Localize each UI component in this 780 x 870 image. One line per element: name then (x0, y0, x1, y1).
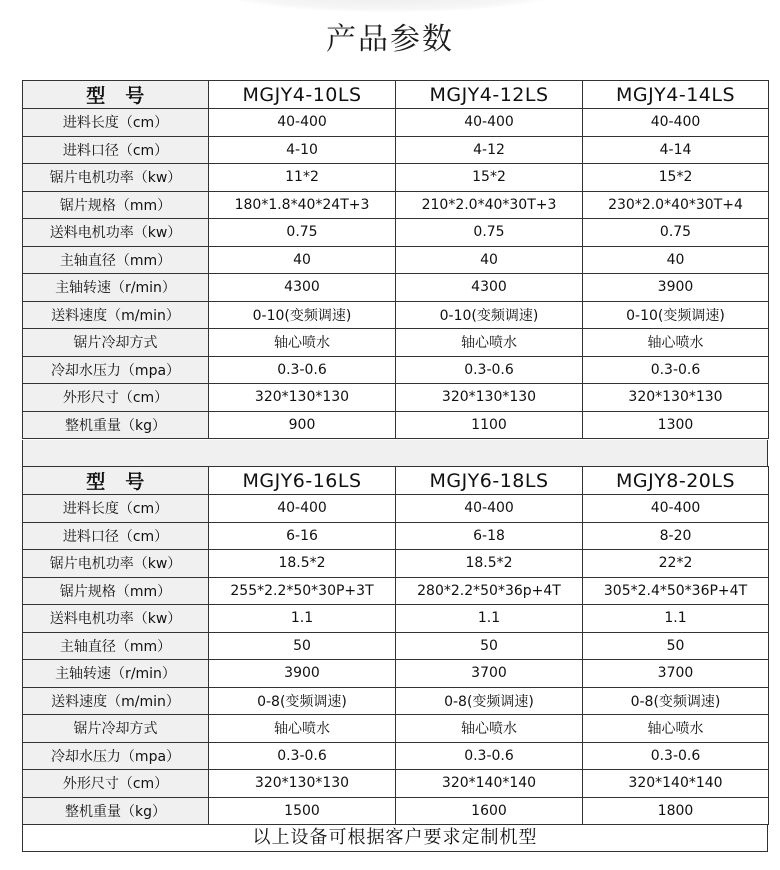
spec-table-2 (22, 466, 769, 825)
param-value: 轴心喷水 (396, 715, 583, 743)
model-name: MGJY4-14LS (583, 81, 769, 109)
param-value: 4300 (396, 274, 583, 302)
param-label: 送料速度（m/min） (23, 301, 209, 329)
param-label: 送料电机功率（kw） (23, 219, 209, 247)
param-value: 4-10 (209, 136, 396, 164)
param-label: 送料电机功率（kw） (23, 605, 209, 633)
param-value: 18.5*2 (209, 550, 396, 578)
table-row (23, 660, 769, 688)
param-label: 锯片规格（mm） (23, 191, 209, 219)
table-row (23, 219, 769, 247)
param-value: 11*2 (209, 164, 396, 192)
param-value: 18.5*2 (396, 550, 583, 578)
param-value: 255*2.2*50*30P+3T (209, 577, 396, 605)
param-value: 4-14 (583, 136, 769, 164)
param-value: 轴心喷水 (209, 715, 396, 743)
table-row (23, 164, 769, 192)
param-value: 1.1 (209, 605, 396, 633)
param-value: 900 (209, 411, 396, 439)
param-value: 1300 (583, 411, 769, 439)
param-value: 210*2.0*40*30T+3 (396, 191, 583, 219)
param-label: 锯片电机功率（kw） (23, 550, 209, 578)
param-label: 冷却水压力（mpa） (23, 356, 209, 384)
param-value: 0-10(变频调速) (396, 301, 583, 329)
param-label: 进料口径（cm） (23, 136, 209, 164)
top-decoration (220, 0, 560, 12)
param-label: 外形尺寸（cm） (23, 770, 209, 798)
table-separator (22, 440, 768, 466)
param-value: 3700 (396, 660, 583, 688)
param-value: 40-400 (209, 109, 396, 137)
param-label: 进料长度（cm） (23, 495, 209, 523)
param-label: 整机重量（kg） (23, 797, 209, 825)
param-value: 0-8(变频调速) (396, 687, 583, 715)
spec-table-1 (22, 80, 769, 439)
model-name: MGJY6-18LS (396, 467, 583, 495)
param-value: 320*130*130 (583, 384, 769, 412)
param-value: 50 (396, 632, 583, 660)
param-value: 40 (209, 246, 396, 274)
param-value: 3900 (209, 660, 396, 688)
param-value: 4300 (209, 274, 396, 302)
table-row (23, 605, 769, 633)
param-value: 0.75 (209, 219, 396, 247)
param-value: 1.1 (583, 605, 769, 633)
param-value: 3700 (583, 660, 769, 688)
table-row (23, 715, 769, 743)
param-value: 320*140*140 (396, 770, 583, 798)
param-value: 0-10(变频调速) (583, 301, 769, 329)
param-value: 1800 (583, 797, 769, 825)
model-header-label: 型 号 (23, 81, 209, 109)
param-label: 主轴直径（mm） (23, 632, 209, 660)
param-value: 轴心喷水 (583, 329, 769, 357)
table-row (23, 136, 769, 164)
param-label: 锯片电机功率（kw） (23, 164, 209, 192)
param-value: 320*130*130 (396, 384, 583, 412)
param-value: 40-400 (583, 495, 769, 523)
param-value: 轴心喷水 (209, 329, 396, 357)
table-row (23, 246, 769, 274)
param-value: 0-10(变频调速) (209, 301, 396, 329)
param-value: 1100 (396, 411, 583, 439)
param-label: 主轴转速（r/min） (23, 274, 209, 302)
table-row (23, 109, 769, 137)
param-label: 主轴直径（mm） (23, 246, 209, 274)
param-value: 1500 (209, 797, 396, 825)
param-value: 180*1.8*40*24T+3 (209, 191, 396, 219)
page-title: 产品参数 (326, 22, 454, 57)
param-value: 0.75 (396, 219, 583, 247)
param-value: 15*2 (396, 164, 583, 192)
table-row (23, 577, 769, 605)
param-value: 8-20 (583, 522, 769, 550)
param-value: 轴心喷水 (396, 329, 583, 357)
param-value: 15*2 (583, 164, 769, 192)
param-label: 送料速度（m/min） (23, 687, 209, 715)
param-value: 4-12 (396, 136, 583, 164)
param-label: 进料口径（cm） (23, 522, 209, 550)
param-value: 50 (583, 632, 769, 660)
param-value: 320*140*140 (583, 770, 769, 798)
param-value: 320*130*130 (209, 770, 396, 798)
param-value: 0.3-0.6 (396, 356, 583, 384)
param-value: 0.3-0.6 (396, 742, 583, 770)
table-row (23, 522, 769, 550)
param-value: 0.3-0.6 (209, 742, 396, 770)
table-row (23, 742, 769, 770)
table-row (23, 632, 769, 660)
table-row (23, 384, 769, 412)
param-value: 0.75 (583, 219, 769, 247)
param-value: 40-400 (396, 109, 583, 137)
param-value: 40-400 (583, 109, 769, 137)
param-label: 进料长度（cm） (23, 109, 209, 137)
param-value: 1600 (396, 797, 583, 825)
param-value: 22*2 (583, 550, 769, 578)
param-value: 40-400 (209, 495, 396, 523)
param-label: 外形尺寸（cm） (23, 384, 209, 412)
param-value: 6-16 (209, 522, 396, 550)
table-header-row (23, 467, 769, 495)
table-header-row (23, 81, 769, 109)
param-label: 主轴转速（r/min） (23, 660, 209, 688)
table-row (23, 770, 769, 798)
model-name: MGJY4-10LS (209, 81, 396, 109)
table-row (23, 301, 769, 329)
model-name: MGJY6-16LS (209, 467, 396, 495)
table-row (23, 356, 769, 384)
param-label: 锯片冷却方式 (23, 329, 209, 357)
table-row (23, 495, 769, 523)
param-value: 6-18 (396, 522, 583, 550)
param-value: 0-8(变频调速) (583, 687, 769, 715)
model-name: MGJY4-12LS (396, 81, 583, 109)
param-value: 0-8(变频调速) (209, 687, 396, 715)
table-row (23, 191, 769, 219)
table-row (23, 411, 769, 439)
param-value: 轴心喷水 (583, 715, 769, 743)
param-value: 0.3-0.6 (583, 742, 769, 770)
model-header-label: 型 号 (23, 467, 209, 495)
param-value: 0.3-0.6 (583, 356, 769, 384)
param-value: 230*2.0*40*30T+4 (583, 191, 769, 219)
footer-note: 以上设备可根据客户要求定制机型 (22, 824, 768, 852)
param-value: 305*2.4*50*36P+4T (583, 577, 769, 605)
param-label: 锯片规格（mm） (23, 577, 209, 605)
param-value: 1.1 (396, 605, 583, 633)
table-row (23, 274, 769, 302)
table-row (23, 687, 769, 715)
param-value: 320*130*130 (209, 384, 396, 412)
param-label: 冷却水压力（mpa） (23, 742, 209, 770)
param-label: 整机重量（kg） (23, 411, 209, 439)
param-value: 40 (396, 246, 583, 274)
param-value: 0.3-0.6 (209, 356, 396, 384)
param-value: 50 (209, 632, 396, 660)
param-label: 锯片冷却方式 (23, 715, 209, 743)
param-value: 40-400 (396, 495, 583, 523)
table-row (23, 550, 769, 578)
table-row (23, 329, 769, 357)
param-value: 40 (583, 246, 769, 274)
model-name: MGJY8-20LS (583, 467, 769, 495)
param-value: 3900 (583, 274, 769, 302)
table-row (23, 797, 769, 825)
param-value: 280*2.2*50*36p+4T (396, 577, 583, 605)
